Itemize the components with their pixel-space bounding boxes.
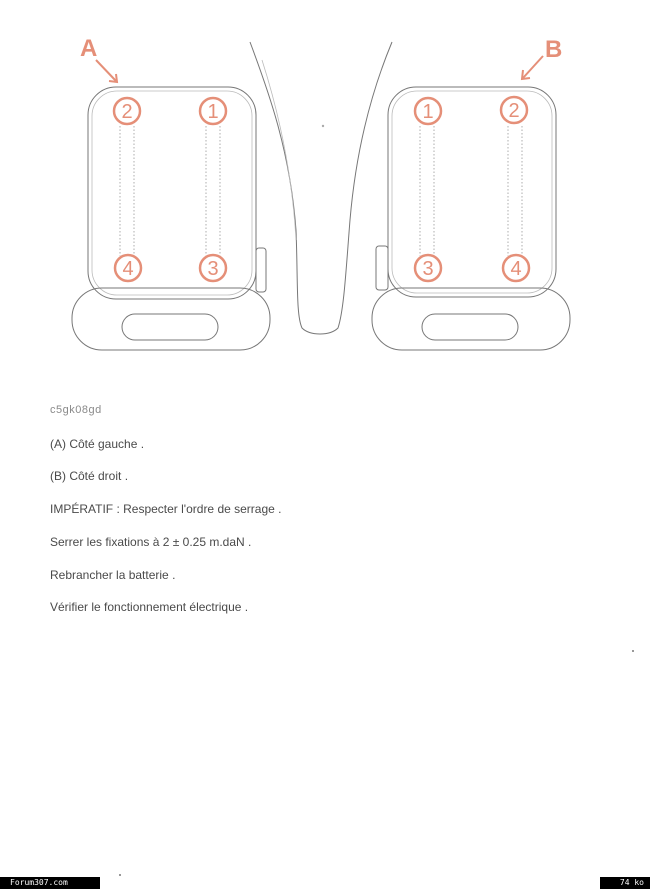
left-seat-cushion	[72, 288, 270, 350]
reconnect-battery-instruction: Rebrancher la batterie .	[50, 568, 176, 582]
imperative-tightening-order: IMPÉRATIF : Respecter l'ordre de serrage .	[50, 502, 282, 516]
document-reference-code: c5gk08gd	[50, 404, 102, 416]
right-seat-handle	[422, 314, 518, 340]
legend-left-side: (A) Côté gauche .	[50, 437, 145, 451]
bolt-badge-number: 2	[508, 100, 520, 122]
bolt-badge-right-2	[501, 97, 527, 123]
left-seat-back	[88, 87, 256, 299]
left-seat	[72, 87, 270, 350]
bolt-badge-right-4	[503, 255, 529, 281]
bolt-badge-left-3	[200, 255, 226, 281]
callout-a	[80, 35, 117, 82]
bolt-badge-left-4	[115, 255, 141, 281]
footer-site-label: Forum307.com	[0, 877, 100, 889]
right-seat-back	[388, 87, 556, 297]
bolt-badge-number: 2	[121, 101, 133, 123]
scan-speck	[632, 650, 634, 652]
bolt-badge-number: 4	[122, 258, 134, 280]
bolt-badge-number: 3	[207, 258, 219, 280]
check-electrical-instruction: Vérifier le fonctionnement électrique .	[50, 600, 249, 614]
bolt-badge-number: 1	[207, 101, 219, 123]
bolt-badge-right-3	[415, 255, 441, 281]
left-seat-side-tab	[256, 248, 266, 292]
callout-a-label: A	[80, 35, 98, 62]
left-seat-handle	[122, 314, 218, 340]
torque-instruction: Serrer les fixations à 2 ± 0.25 m.daN .	[50, 535, 252, 549]
center-console-inner	[262, 60, 296, 240]
footer-file-size: 74 ko	[600, 877, 650, 889]
center-console-outline	[250, 42, 392, 334]
callout-b-label: B	[545, 36, 563, 63]
scan-speck	[119, 874, 121, 876]
bolt-badge-right-1	[415, 98, 441, 124]
right-seat-side-tab	[376, 246, 388, 290]
bolt-badge-number: 3	[422, 258, 434, 280]
seat-tightening-diagram	[0, 0, 650, 380]
bolt-badge-number: 4	[510, 258, 522, 280]
bolt-badge-number: 1	[422, 101, 434, 123]
callout-b	[522, 36, 562, 79]
bolt-badge-left-1	[200, 98, 226, 124]
bolt-badge-left-2	[114, 98, 140, 124]
legend-right-side: (B) Côté droit .	[50, 469, 129, 483]
right-seat	[372, 87, 570, 350]
